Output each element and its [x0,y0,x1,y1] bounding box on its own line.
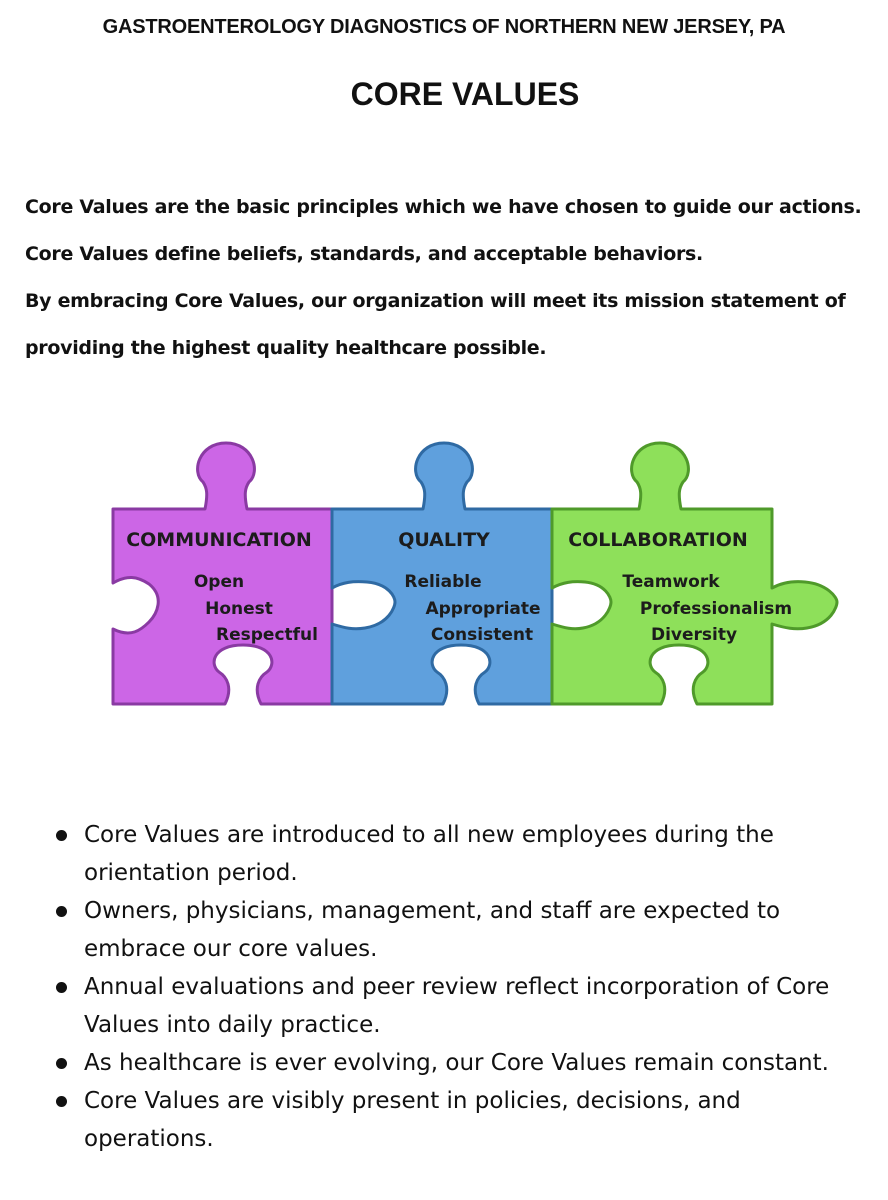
bullet-icon [56,982,67,993]
list-item-text: As healthcare is ever evolving, our Core Values remain constant. [84,1050,829,1076]
intro-line: Core Values are the basic principles which we have chosen to guide our actions. [25,196,862,218]
puzzle-value: Diversity [650,625,738,645]
list-item-text: Core Values are visibly present in policies, decisions, and operations. [84,1088,741,1152]
intro-line: providing the highest quality healthcare possible. [25,337,547,359]
list-item [50,892,850,968]
list-item-text: Core Values are introduced to all new employees during the orientation period. [84,822,774,886]
bullet-icon [56,1096,67,1107]
list-item-text: Annual evaluations and peer review reflect incorporation of Core Values into daily practice. [84,974,830,1038]
list-item [50,968,850,1044]
page-title: CORE VALUES [350,76,580,112]
puzzle-piece-collaboration [552,443,837,704]
list-item [50,1082,850,1158]
bullet-icon [56,830,67,841]
intro-line: By embracing Core Values, our organization will meet its mission statement of [25,290,846,312]
intro-line: Core Values define beliefs, standards, and acceptable behaviors. [25,243,703,265]
bullet-icon [56,906,67,917]
puzzle-value: Appropriate [425,599,541,619]
puzzle-heading: COLLABORATION [568,529,748,551]
puzzle-piece-communication [113,443,332,704]
puzzle-value: Consistent [430,625,534,645]
puzzle-heading: QUALITY [398,529,490,551]
list-item-text: Owners, physicians, management, and staff are expected to embrace our core values. [84,898,781,962]
puzzle-value: Teamwork [622,572,720,592]
puzzle-value: Open [193,572,245,592]
list-item [50,1044,850,1082]
core-values-puzzle-graphic [105,432,845,717]
puzzle-value: Honest [205,599,273,619]
intro-paragraph [25,184,875,372]
organization-name: GASTROENTEROLOGY DIAGNOSTICS OF NORTHERN NEW JERSEY, PA [102,16,786,38]
list-item [50,816,850,892]
puzzle-heading: COMMUNICATION [126,529,312,551]
puzzle-value: Respectful [216,625,318,645]
bullet-icon [56,1058,67,1069]
core-values-bullet-list [50,816,850,1158]
puzzle-piece-quality [332,443,552,704]
puzzle-value: Reliable [404,572,482,592]
puzzle-value: Professionalism [639,599,793,619]
